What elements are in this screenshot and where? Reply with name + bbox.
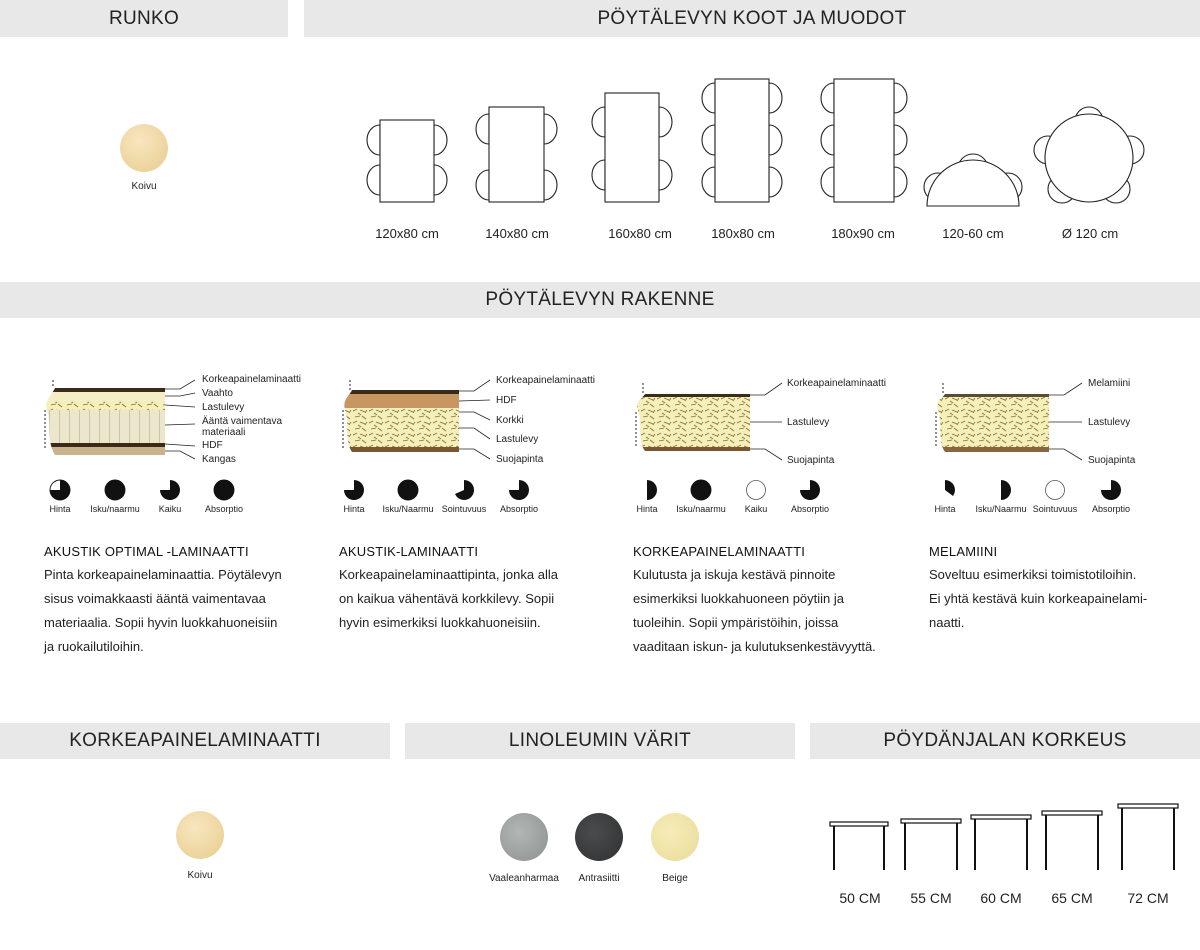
- frame-title: RUNKO: [108, 7, 180, 29]
- layer-label-3-3: Suojapinta: [787, 455, 835, 466]
- rating-label-1-2: Isku/naarmu: [90, 504, 140, 514]
- rating-label-3-3: Kaiku: [744, 504, 768, 514]
- desc-line: vaaditaan iskun- ja kulutuksenkestävyyttä.: [633, 639, 876, 654]
- frame-birch-label: Koivu: [131, 181, 157, 192]
- desc-line: hyvin esimerkiksi luokkahuoneisiin.: [339, 615, 541, 630]
- size-label-3: 160x80 cm: [608, 226, 672, 241]
- layer-label-4-3: Suojapinta: [1088, 455, 1136, 466]
- desc-line: naatti.: [929, 615, 965, 630]
- hpl-title: KORKEAPAINELAMINAATTI: [69, 730, 321, 751]
- layer-label-2-4: Lastulevy: [496, 434, 539, 445]
- rating-label-3-1: Hinta: [636, 504, 658, 514]
- height-60[interactable]: [971, 815, 1031, 870]
- layer-label-2-5: Suojapinta: [496, 454, 544, 465]
- size-label-2: 140x80 cm: [485, 226, 549, 241]
- rating-label-1-3: Kaiku: [158, 504, 182, 514]
- layer-label-1-5: materiaali: [202, 427, 246, 438]
- rating-label-4-3: Sointuvuus: [1032, 504, 1078, 514]
- height-55[interactable]: [901, 819, 961, 870]
- size-label-7: Ø 120 cm: [1061, 226, 1119, 241]
- material-title: KORKEAPAINELAMINAATTI: [633, 544, 806, 559]
- rating-label-1-1: Hinta: [49, 504, 71, 514]
- layer-label-2-1: Korkeapainelaminaatti: [496, 375, 595, 386]
- rating-label-2-2: Isku/Naarmu: [382, 504, 434, 514]
- size-label-1: 120x80 cm: [375, 226, 439, 241]
- desc-line: Pinta korkeapainelaminaattia. Pöytälevyn: [44, 567, 282, 582]
- desc-line: Kulutusta ja iskuja kestävä pinnoite: [633, 567, 836, 582]
- layer-label-3-1: Korkeapainelaminaatti: [787, 378, 886, 389]
- layer-label-4-1: Melamiini: [1088, 378, 1131, 389]
- layer-label-2-3: Korkki: [496, 415, 524, 426]
- rating-label-3-2: Isku/naarmu: [676, 504, 726, 514]
- rating-label-2-1: Hinta: [343, 504, 365, 514]
- size-label-6: 120-60 cm: [942, 226, 1004, 241]
- height-label-1: 50 CM: [839, 890, 881, 906]
- desc-line: tuoleihin. Sopii ympäristöihin, joissa: [633, 615, 839, 630]
- height-65[interactable]: [1042, 811, 1102, 870]
- heights-title: PÖYDÄNJALAN KORKEUS: [883, 730, 1127, 751]
- material-title: AKUSTIK OPTIMAL -LAMINAATTI: [44, 544, 249, 559]
- layer-label-2-2: HDF: [496, 395, 517, 406]
- desc-line: on kaikua vähentävä korkkilevy. Sopii: [339, 591, 555, 606]
- material-title: AKUSTIK-LAMINAATTI: [339, 544, 479, 559]
- material-title: MELAMIINI: [929, 544, 998, 559]
- height-50[interactable]: [830, 822, 888, 870]
- linoleum-label-1: Vaaleanharmaa: [489, 873, 559, 884]
- desc-line: Soveltuu esimerkiksi toimistotiloihin.: [929, 567, 1137, 582]
- desc-line: Ei yhtä kestävä kuin korkeapainelami-: [929, 591, 1148, 606]
- layer-label-3-2: Lastulevy: [787, 417, 830, 428]
- layer-label-1-1: Korkeapainelaminaatti: [202, 374, 301, 385]
- layer-label-1-3: Lastulevy: [202, 402, 245, 413]
- rating-label-3-4: Absorptio: [790, 504, 830, 514]
- layer-label-1-6: HDF: [202, 440, 223, 451]
- linoleum-label-2: Antrasiitti: [578, 873, 620, 884]
- rating-label-2-3: Sointuvuus: [441, 504, 487, 514]
- rating-label-4-2: Isku/Naarmu: [975, 504, 1027, 514]
- height-label-5: 72 CM: [1127, 890, 1169, 906]
- size-label-4: 180x80 cm: [711, 226, 775, 241]
- height-72[interactable]: [1118, 804, 1178, 870]
- desc-line: esimerkiksi luokkahuoneen pöytiin ja: [633, 591, 845, 606]
- rating-label-4-4: Absorptio: [1091, 504, 1131, 514]
- rating-label-1-4: Absorptio: [204, 504, 244, 514]
- height-label-3: 60 CM: [980, 890, 1022, 906]
- linoleum-title: LINOLEUMIN VÄRIT: [508, 730, 692, 751]
- desc-line: ja ruokailutiloihin.: [44, 639, 144, 654]
- layer-label-1-7: Kangas: [202, 454, 236, 465]
- height-label-4: 65 CM: [1051, 890, 1093, 906]
- rating-label-4-1: Hinta: [934, 504, 956, 514]
- hpl-birch-label: Koivu: [187, 870, 213, 881]
- layer-label-1-4: Ääntä vaimentava: [202, 416, 283, 427]
- desc-line: Korkeapainelaminaattipinta, jonka alla: [339, 567, 558, 582]
- layer-label-4-2: Lastulevy: [1088, 417, 1131, 428]
- layer-label-1-2: Vaahto: [202, 388, 233, 399]
- linoleum-label-3: Beige: [662, 873, 688, 884]
- sizes-title: PÖYTÄLEVYN KOOT JA MUODOT: [597, 7, 907, 29]
- rating-label-2-4: Absorptio: [499, 504, 539, 514]
- desc-line: materiaalia. Sopii hyvin luokkahuoneisiin: [44, 615, 278, 630]
- height-label-2: 55 CM: [910, 890, 952, 906]
- construction-title: PÖYTÄLEVYN RAKENNE: [485, 289, 715, 310]
- desc-line: sisus voimakkaasti ääntä vaimentavaa: [44, 591, 266, 606]
- size-label-5: 180x90 cm: [831, 226, 895, 241]
